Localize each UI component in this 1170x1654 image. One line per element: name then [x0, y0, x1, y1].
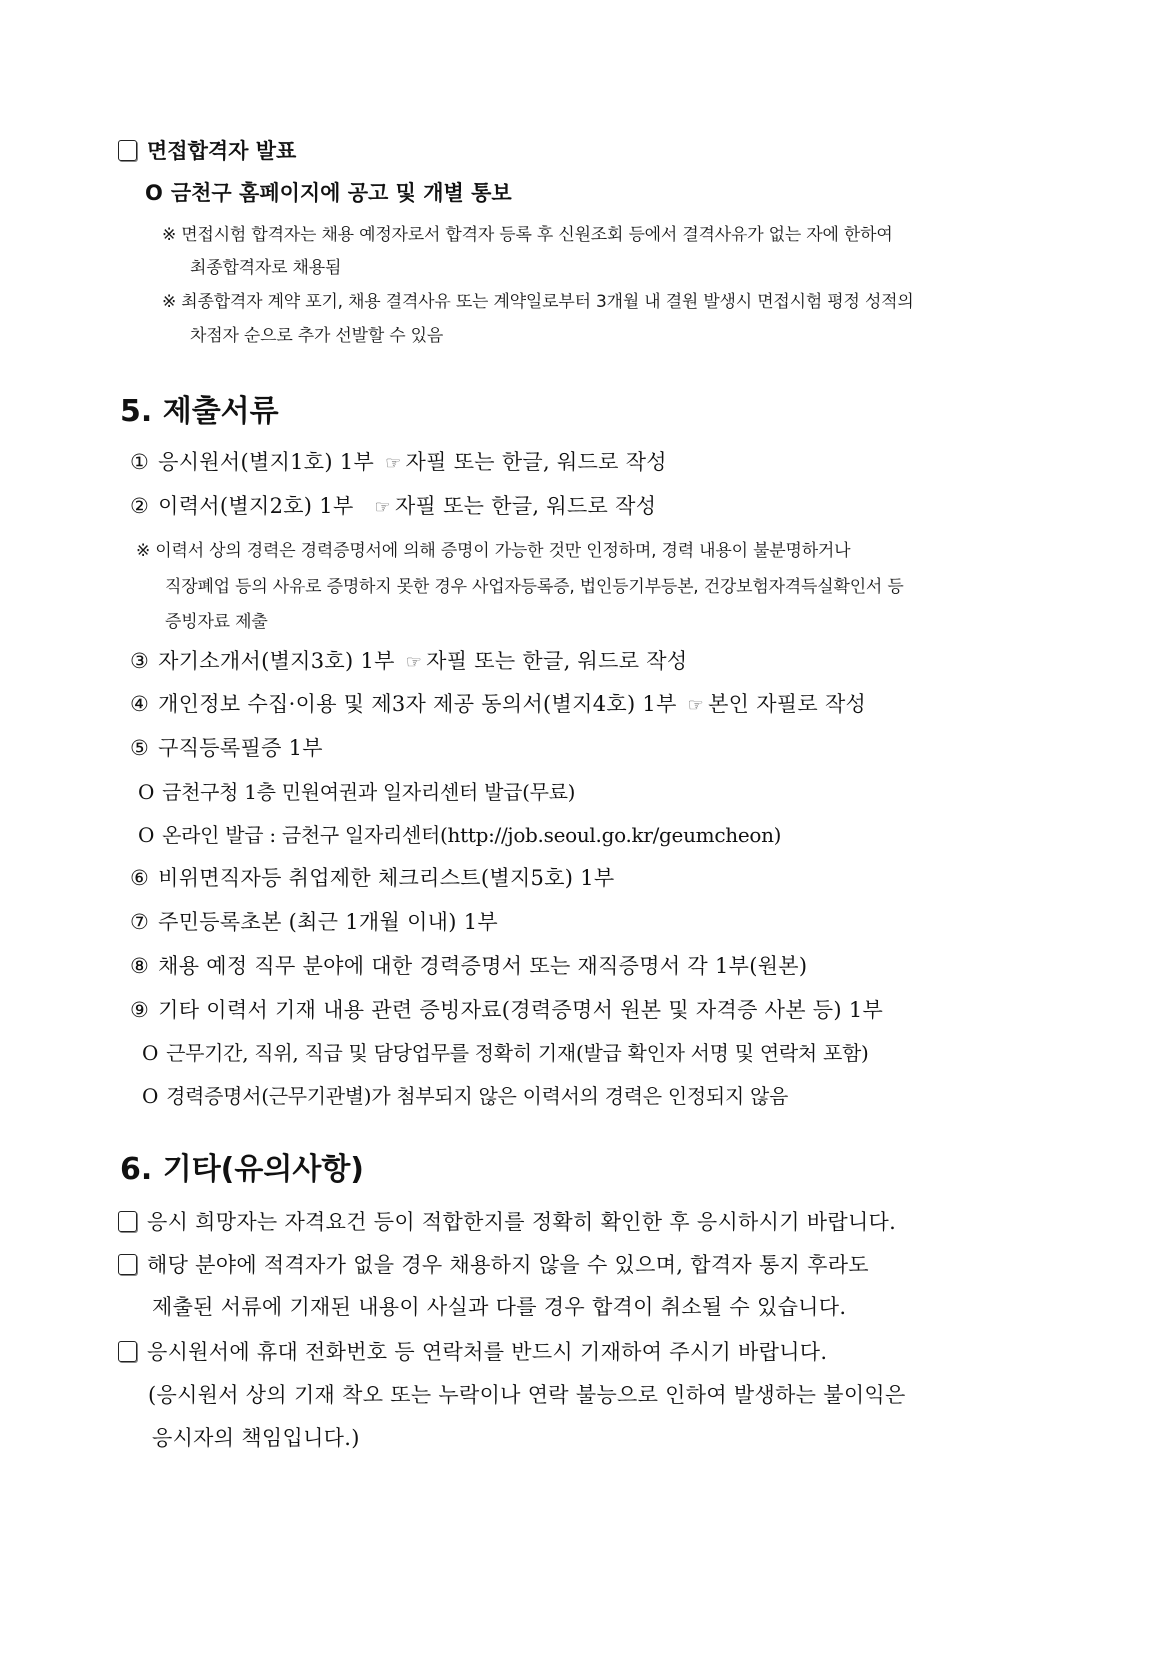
section-5-heading: 5. 제출서류 [120, 394, 279, 429]
document-item-4: ④ 개인정보 수집·이용 및 제3자 제공 동의서(별지4호) 1부 ☞ 본인 자필로 작성 [130, 692, 867, 716]
notice-item-2-line2: 제출된 서류에 기재된 내용이 사실과 다를 경우 합격이 취소될 수 있습니다. [152, 1295, 847, 1319]
document-item-5: ⑤ 구직등록필증 1부 [130, 736, 323, 760]
notice-item-2-line1: 해당 분야에 적격자가 없을 경우 채용하지 않을 수 있으며, 합격자 통지 후라도 [118, 1254, 869, 1276]
notice-item-3-line2: (응시원서 상의 기재 착오 또는 누락이나 연락 불능으로 인하여 발생하는 불이익은 [148, 1383, 906, 1407]
resume-note-line1: ※ 이력서 상의 경력은 경력증명서에 의해 증명이 가능한 것만 인정하며, 경력 내용이 불분명하거나 [136, 541, 851, 561]
job-center-link-text: 온라인 발급 : 금천구 일자리센터(http://job.seoul.go.kr/geumcheon) [162, 823, 782, 847]
document-item-2: ② 이력서(별지2호) 1부 ☞ 자필 또는 한글, 워드로 작성 [130, 494, 657, 518]
reference-mark-icon: ※ [162, 292, 177, 312]
section-6-heading: 6. 기타(유의사항) [120, 1152, 365, 1187]
circle-bullet-icon: O [138, 780, 155, 804]
reference-mark-icon: ※ [136, 541, 151, 561]
circle-bullet-icon: O [142, 1084, 159, 1108]
circle-bullet-icon: O [142, 1041, 159, 1065]
interview-note-1-line2: 최종합격자로 채용됨 [190, 258, 342, 278]
checkbox-bullet-icon [118, 140, 137, 161]
evidence-sub-1: O 근무기간, 직위, 직급 및 담당업무를 정확히 기재(발급 확인자 서명 및 연락처 포함) [142, 1041, 869, 1065]
resume-note-line3: 증빙자료 제출 [165, 612, 268, 632]
pointing-hand-icon: ☞ [374, 497, 391, 518]
document-item-6: ⑥ 비위면직자등 취업제한 체크리스트(별지5호) 1부 [130, 866, 615, 890]
checkbox-bullet-icon [118, 1211, 137, 1232]
notice-item-1: 응시 희망자는 자격요건 등이 적합한지를 정확히 확인한 후 응시하시기 바랍니다. [118, 1211, 896, 1233]
job-registration-sub-2 [138, 825, 781, 845]
resume-note-line2: 직장폐업 등의 사유로 증명하지 못한 경우 사업자등록증, 법인등기부등본, 건강보험자격득실확인서 등 [165, 577, 904, 597]
reference-mark-icon: ※ [162, 225, 177, 245]
job-registration-sub-1: O 금천구청 1층 민원여권과 일자리센터 발급(무료) [138, 780, 576, 804]
pointing-hand-icon: ☞ [405, 652, 423, 673]
pointing-hand-icon: ☞ [385, 453, 402, 474]
circle-bullet-icon: O [138, 823, 155, 847]
interview-note-2-line2: 차점자 순으로 추가 선발할 수 있음 [190, 326, 444, 346]
document-item-7: ⑦ 주민등록초본 (최근 1개월 이내) 1부 [130, 910, 498, 934]
document-item-3: ③ 자기소개서(별지3호) 1부 ☞ 자필 또는 한글, 워드로 작성 [130, 649, 688, 673]
notice-item-3-line1: 응시원서에 휴대 전화번호 등 연락처를 반드시 기재하여 주시기 바랍니다. [118, 1341, 827, 1363]
interview-announcement-title-row [118, 140, 296, 162]
interview-announcement-sub-row [145, 183, 512, 204]
document-item-8: ⑧ 채용 예정 직무 분야에 대한 경력증명서 또는 재직증명서 각 1부(원본) [130, 954, 808, 978]
checkbox-bullet-icon [118, 1341, 137, 1362]
document-item-1: ① 응시원서(별지1호) 1부 ☞ 자필 또는 한글, 워드로 작성 [130, 450, 667, 474]
interview-note-1-line1: ※ 면접시험 합격자는 채용 예정자로서 합격자 등록 후 신원조회 등에서 결격사유가 없는 자에 한하여 [162, 225, 893, 245]
evidence-sub-2: O 경력증명서(근무기관별)가 첨부되지 않은 이력서의 경력은 인정되지 않음 [142, 1084, 789, 1108]
interview-note-2-line1: ※ 최종합격자 계약 포기, 채용 결격사유 또는 계약일로부터 3개월 내 결원 발생시 면접시험 평정 성적의 [162, 292, 914, 312]
circle-bullet-icon: O [145, 181, 163, 205]
document-item-9: ⑨ 기타 이력서 기재 내용 관련 증빙자료(경력증명서 원본 및 자격증 사본 등) 1부 [130, 998, 884, 1022]
interview-announcement-sub-title: 금천구 홈페이지에 공고 및 개별 통보 [170, 181, 512, 205]
notice-item-3-line3: 응시자의 책임입니다.) [152, 1426, 360, 1450]
checkbox-bullet-icon [118, 1254, 137, 1275]
pointing-hand-icon: ☞ [687, 695, 705, 716]
interview-announcement-title: 면접합격자 발표 [147, 139, 297, 163]
